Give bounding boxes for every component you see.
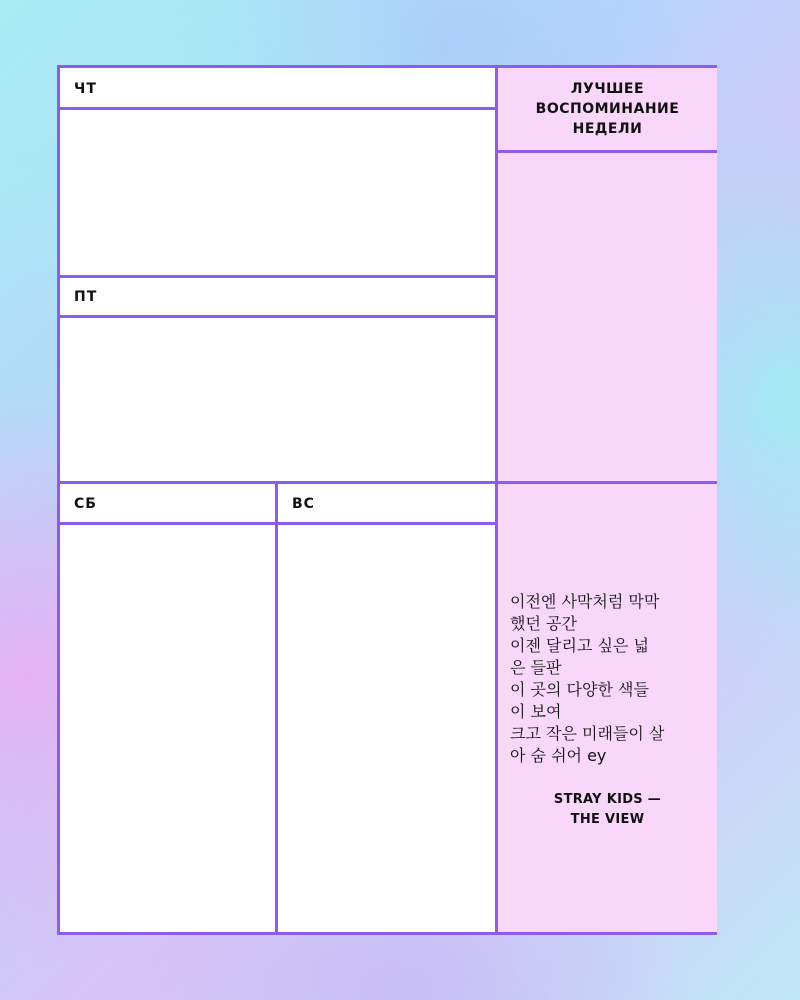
best-memory-title-line2: ВОСПОМИНАНИЕ bbox=[535, 101, 680, 117]
day-label-thursday: ЧТ bbox=[74, 81, 97, 97]
song-credit-artist: STRAY KIDS — bbox=[553, 792, 662, 807]
sunday-note-area[interactable] bbox=[278, 525, 495, 932]
song-credit bbox=[498, 790, 717, 830]
lyrics-line: 이전엔 사막처럼 막막 bbox=[510, 592, 660, 611]
day-label-sunday: ВС bbox=[292, 496, 315, 512]
lyrics-line: 이 곳의 다양한 색들 bbox=[510, 680, 649, 699]
day-label-saturday: СБ bbox=[74, 496, 97, 512]
song-credit-title: THE VIEW bbox=[570, 812, 645, 827]
saturday-note-area[interactable] bbox=[60, 525, 275, 932]
divider-fri-header bbox=[60, 315, 495, 318]
divider-memory-header bbox=[498, 150, 717, 153]
lyrics-line: 이 보여 bbox=[510, 702, 562, 721]
best-memory-title bbox=[498, 68, 717, 150]
best-memory-title-line3: НЕДЕЛИ bbox=[572, 121, 643, 137]
day-label-friday: ПТ bbox=[74, 289, 98, 305]
lyrics-line: 아 숨 쉬어 ey bbox=[510, 746, 607, 765]
best-memory-title-line1: ЛУЧШЕЕ bbox=[570, 81, 645, 97]
divider-weekend-header bbox=[60, 522, 495, 525]
weekly-planner bbox=[57, 65, 717, 935]
lyrics-line: 은 들판 bbox=[510, 658, 562, 677]
memory-note-area[interactable] bbox=[498, 153, 717, 481]
lyrics-line: 이젠 달리고 싶은 넓 bbox=[510, 636, 649, 655]
divider-thu-header bbox=[60, 107, 495, 110]
divider-sat-sun bbox=[275, 481, 278, 932]
lyrics-line: 했던 공간 bbox=[510, 614, 577, 633]
divider-thu-fri bbox=[60, 275, 495, 278]
thursday-note-area[interactable] bbox=[60, 110, 495, 275]
friday-note-area[interactable] bbox=[60, 318, 495, 481]
lyrics-line: 크고 작은 미래들이 살 bbox=[510, 724, 665, 743]
lyrics-text bbox=[510, 591, 710, 767]
divider-main-bottom bbox=[60, 481, 717, 484]
